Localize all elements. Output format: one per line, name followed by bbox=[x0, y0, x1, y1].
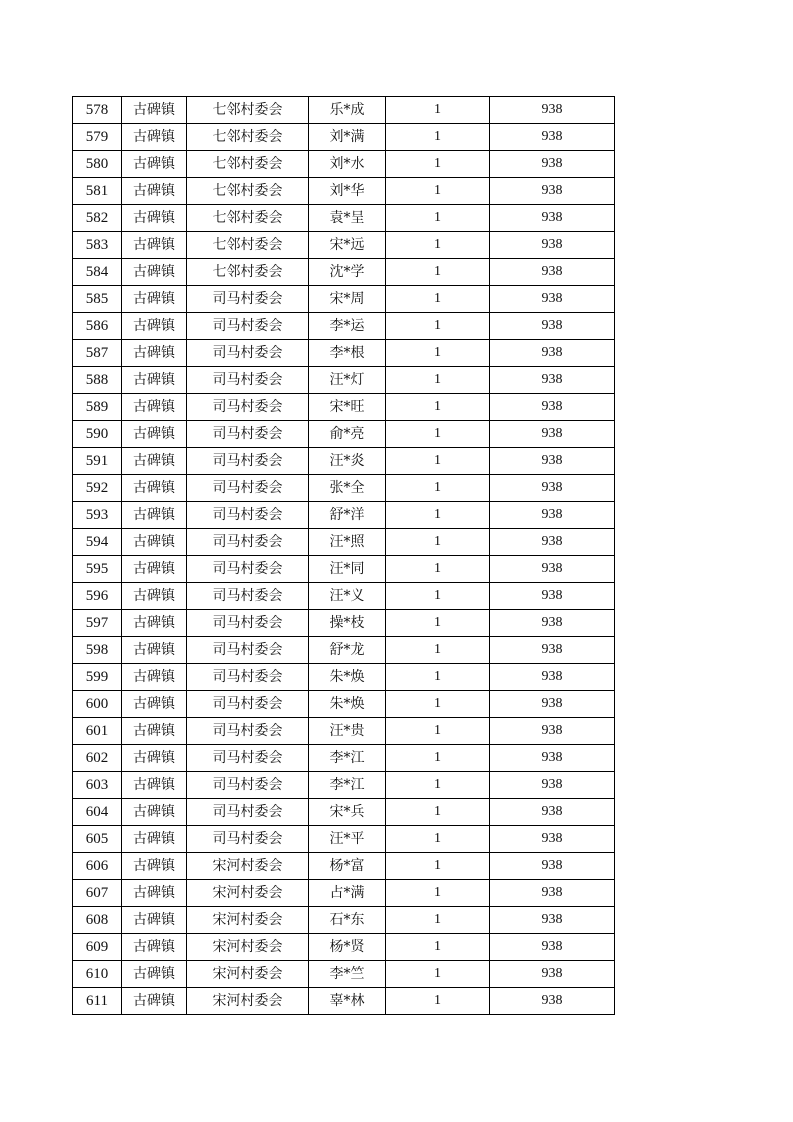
village-committee-cell: 司马村委会 bbox=[187, 799, 309, 826]
village-committee-cell: 七邻村委会 bbox=[187, 124, 309, 151]
table-row bbox=[73, 232, 615, 259]
person-name-cell: 张*全 bbox=[309, 475, 386, 502]
person-name-cell: 宋*旺 bbox=[309, 394, 386, 421]
person-name-cell: 朱*焕 bbox=[309, 691, 386, 718]
table-row bbox=[73, 556, 615, 583]
village-committee-cell: 宋河村委会 bbox=[187, 961, 309, 988]
count-cell: 1 bbox=[386, 502, 490, 529]
village-committee-cell: 七邻村委会 bbox=[187, 259, 309, 286]
table-row bbox=[73, 988, 615, 1015]
village-committee-cell: 司马村委会 bbox=[187, 718, 309, 745]
village-committee-cell: 司马村委会 bbox=[187, 529, 309, 556]
row-index: 602 bbox=[73, 745, 122, 772]
table-row bbox=[73, 799, 615, 826]
town-cell: 古碑镇 bbox=[122, 340, 187, 367]
amount-cell: 938 bbox=[490, 664, 615, 691]
count-cell: 1 bbox=[386, 988, 490, 1015]
person-name-cell: 汪*炎 bbox=[309, 448, 386, 475]
village-committee-cell: 司马村委会 bbox=[187, 367, 309, 394]
town-cell: 古碑镇 bbox=[122, 745, 187, 772]
village-committee-cell: 司马村委会 bbox=[187, 421, 309, 448]
town-cell: 古碑镇 bbox=[122, 259, 187, 286]
village-committee-cell: 司马村委会 bbox=[187, 610, 309, 637]
town-cell: 古碑镇 bbox=[122, 475, 187, 502]
row-index: 587 bbox=[73, 340, 122, 367]
town-cell: 古碑镇 bbox=[122, 718, 187, 745]
amount-cell: 938 bbox=[490, 97, 615, 124]
village-committee-cell: 司马村委会 bbox=[187, 745, 309, 772]
table-row bbox=[73, 448, 615, 475]
table-row bbox=[73, 502, 615, 529]
amount-cell: 938 bbox=[490, 313, 615, 340]
row-index: 610 bbox=[73, 961, 122, 988]
village-committee-cell: 七邻村委会 bbox=[187, 205, 309, 232]
row-index: 578 bbox=[73, 97, 122, 124]
row-index: 600 bbox=[73, 691, 122, 718]
person-name-cell: 汪*照 bbox=[309, 529, 386, 556]
row-index: 596 bbox=[73, 583, 122, 610]
table-row bbox=[73, 178, 615, 205]
row-index: 592 bbox=[73, 475, 122, 502]
town-cell: 古碑镇 bbox=[122, 313, 187, 340]
amount-cell: 938 bbox=[490, 583, 615, 610]
row-index: 579 bbox=[73, 124, 122, 151]
town-cell: 古碑镇 bbox=[122, 853, 187, 880]
count-cell: 1 bbox=[386, 880, 490, 907]
count-cell: 1 bbox=[386, 583, 490, 610]
town-cell: 古碑镇 bbox=[122, 583, 187, 610]
count-cell: 1 bbox=[386, 340, 490, 367]
amount-cell: 938 bbox=[490, 745, 615, 772]
amount-cell: 938 bbox=[490, 691, 615, 718]
table-row bbox=[73, 610, 615, 637]
amount-cell: 938 bbox=[490, 232, 615, 259]
person-name-cell: 袁*呈 bbox=[309, 205, 386, 232]
amount-cell: 938 bbox=[490, 205, 615, 232]
amount-cell: 938 bbox=[490, 961, 615, 988]
amount-cell: 938 bbox=[490, 421, 615, 448]
row-index: 585 bbox=[73, 286, 122, 313]
table-row bbox=[73, 313, 615, 340]
amount-cell: 938 bbox=[490, 988, 615, 1015]
person-name-cell: 占*满 bbox=[309, 880, 386, 907]
count-cell: 1 bbox=[386, 934, 490, 961]
row-index: 605 bbox=[73, 826, 122, 853]
person-name-cell: 舒*龙 bbox=[309, 637, 386, 664]
village-committee-cell: 七邻村委会 bbox=[187, 178, 309, 205]
row-index: 589 bbox=[73, 394, 122, 421]
town-cell: 古碑镇 bbox=[122, 961, 187, 988]
row-index: 594 bbox=[73, 529, 122, 556]
town-cell: 古碑镇 bbox=[122, 232, 187, 259]
village-committee-cell: 司马村委会 bbox=[187, 664, 309, 691]
town-cell: 古碑镇 bbox=[122, 124, 187, 151]
count-cell: 1 bbox=[386, 664, 490, 691]
town-cell: 古碑镇 bbox=[122, 664, 187, 691]
table-row bbox=[73, 259, 615, 286]
count-cell: 1 bbox=[386, 610, 490, 637]
village-committee-cell: 七邻村委会 bbox=[187, 232, 309, 259]
amount-cell: 938 bbox=[490, 934, 615, 961]
count-cell: 1 bbox=[386, 637, 490, 664]
count-cell: 1 bbox=[386, 556, 490, 583]
person-name-cell: 汪*贵 bbox=[309, 718, 386, 745]
table-row bbox=[73, 394, 615, 421]
count-cell: 1 bbox=[386, 394, 490, 421]
row-index: 586 bbox=[73, 313, 122, 340]
person-name-cell: 汪*同 bbox=[309, 556, 386, 583]
count-cell: 1 bbox=[386, 205, 490, 232]
table-body bbox=[73, 97, 615, 1015]
village-committee-cell: 司马村委会 bbox=[187, 691, 309, 718]
town-cell: 古碑镇 bbox=[122, 367, 187, 394]
person-name-cell: 朱*焕 bbox=[309, 664, 386, 691]
person-name-cell: 李*江 bbox=[309, 772, 386, 799]
person-name-cell: 李*运 bbox=[309, 313, 386, 340]
person-name-cell: 刘*华 bbox=[309, 178, 386, 205]
village-committee-cell: 宋河村委会 bbox=[187, 853, 309, 880]
table-row bbox=[73, 286, 615, 313]
village-committee-cell: 司马村委会 bbox=[187, 556, 309, 583]
table-row bbox=[73, 151, 615, 178]
person-name-cell: 石*东 bbox=[309, 907, 386, 934]
row-index: 595 bbox=[73, 556, 122, 583]
table-row bbox=[73, 718, 615, 745]
table-row bbox=[73, 124, 615, 151]
person-name-cell: 宋*周 bbox=[309, 286, 386, 313]
amount-cell: 938 bbox=[490, 124, 615, 151]
subsidy-roster-table bbox=[72, 96, 615, 1015]
amount-cell: 938 bbox=[490, 529, 615, 556]
count-cell: 1 bbox=[386, 745, 490, 772]
town-cell: 古碑镇 bbox=[122, 691, 187, 718]
row-index: 599 bbox=[73, 664, 122, 691]
amount-cell: 938 bbox=[490, 880, 615, 907]
village-committee-cell: 司马村委会 bbox=[187, 286, 309, 313]
row-index: 609 bbox=[73, 934, 122, 961]
row-index: 601 bbox=[73, 718, 122, 745]
town-cell: 古碑镇 bbox=[122, 529, 187, 556]
amount-cell: 938 bbox=[490, 151, 615, 178]
count-cell: 1 bbox=[386, 259, 490, 286]
village-committee-cell: 七邻村委会 bbox=[187, 151, 309, 178]
town-cell: 古碑镇 bbox=[122, 286, 187, 313]
person-name-cell: 汪*灯 bbox=[309, 367, 386, 394]
town-cell: 古碑镇 bbox=[122, 178, 187, 205]
row-index: 608 bbox=[73, 907, 122, 934]
amount-cell: 938 bbox=[490, 178, 615, 205]
row-index: 584 bbox=[73, 259, 122, 286]
row-index: 580 bbox=[73, 151, 122, 178]
town-cell: 古碑镇 bbox=[122, 610, 187, 637]
count-cell: 1 bbox=[386, 151, 490, 178]
amount-cell: 938 bbox=[490, 259, 615, 286]
person-name-cell: 沈*学 bbox=[309, 259, 386, 286]
town-cell: 古碑镇 bbox=[122, 448, 187, 475]
person-name-cell: 杨*富 bbox=[309, 853, 386, 880]
count-cell: 1 bbox=[386, 475, 490, 502]
table-row bbox=[73, 529, 615, 556]
count-cell: 1 bbox=[386, 286, 490, 313]
village-committee-cell: 司马村委会 bbox=[187, 772, 309, 799]
table-row bbox=[73, 880, 615, 907]
count-cell: 1 bbox=[386, 367, 490, 394]
town-cell: 古碑镇 bbox=[122, 799, 187, 826]
table-row bbox=[73, 97, 615, 124]
amount-cell: 938 bbox=[490, 556, 615, 583]
village-committee-cell: 司马村委会 bbox=[187, 826, 309, 853]
town-cell: 古碑镇 bbox=[122, 502, 187, 529]
table-row bbox=[73, 475, 615, 502]
town-cell: 古碑镇 bbox=[122, 880, 187, 907]
town-cell: 古碑镇 bbox=[122, 637, 187, 664]
amount-cell: 938 bbox=[490, 772, 615, 799]
village-committee-cell: 宋河村委会 bbox=[187, 934, 309, 961]
table-row bbox=[73, 367, 615, 394]
amount-cell: 938 bbox=[490, 610, 615, 637]
table-row bbox=[73, 772, 615, 799]
town-cell: 古碑镇 bbox=[122, 934, 187, 961]
town-cell: 古碑镇 bbox=[122, 205, 187, 232]
count-cell: 1 bbox=[386, 826, 490, 853]
table-row bbox=[73, 961, 615, 988]
row-index: 590 bbox=[73, 421, 122, 448]
village-committee-cell: 司马村委会 bbox=[187, 475, 309, 502]
village-committee-cell: 司马村委会 bbox=[187, 448, 309, 475]
town-cell: 古碑镇 bbox=[122, 907, 187, 934]
person-name-cell: 汪*义 bbox=[309, 583, 386, 610]
row-index: 607 bbox=[73, 880, 122, 907]
table-row bbox=[73, 340, 615, 367]
count-cell: 1 bbox=[386, 124, 490, 151]
row-index: 582 bbox=[73, 205, 122, 232]
table-row bbox=[73, 826, 615, 853]
amount-cell: 938 bbox=[490, 286, 615, 313]
table-row bbox=[73, 853, 615, 880]
count-cell: 1 bbox=[386, 448, 490, 475]
village-committee-cell: 宋河村委会 bbox=[187, 988, 309, 1015]
count-cell: 1 bbox=[386, 232, 490, 259]
row-index: 611 bbox=[73, 988, 122, 1015]
row-index: 603 bbox=[73, 772, 122, 799]
village-committee-cell: 司马村委会 bbox=[187, 583, 309, 610]
person-name-cell: 李*根 bbox=[309, 340, 386, 367]
row-index: 583 bbox=[73, 232, 122, 259]
village-committee-cell: 司马村委会 bbox=[187, 340, 309, 367]
amount-cell: 938 bbox=[490, 799, 615, 826]
person-name-cell: 宋*远 bbox=[309, 232, 386, 259]
table-row bbox=[73, 934, 615, 961]
row-index: 604 bbox=[73, 799, 122, 826]
count-cell: 1 bbox=[386, 529, 490, 556]
table-row bbox=[73, 421, 615, 448]
table-row bbox=[73, 583, 615, 610]
village-committee-cell: 司马村委会 bbox=[187, 502, 309, 529]
count-cell: 1 bbox=[386, 907, 490, 934]
count-cell: 1 bbox=[386, 421, 490, 448]
village-committee-cell: 司马村委会 bbox=[187, 394, 309, 421]
table-row bbox=[73, 691, 615, 718]
count-cell: 1 bbox=[386, 961, 490, 988]
village-committee-cell: 宋河村委会 bbox=[187, 907, 309, 934]
town-cell: 古碑镇 bbox=[122, 556, 187, 583]
person-name-cell: 舒*洋 bbox=[309, 502, 386, 529]
row-index: 588 bbox=[73, 367, 122, 394]
person-name-cell: 汪*平 bbox=[309, 826, 386, 853]
person-name-cell: 刘*满 bbox=[309, 124, 386, 151]
village-committee-cell: 七邻村委会 bbox=[187, 97, 309, 124]
village-committee-cell: 司马村委会 bbox=[187, 637, 309, 664]
count-cell: 1 bbox=[386, 799, 490, 826]
town-cell: 古碑镇 bbox=[122, 151, 187, 178]
amount-cell: 938 bbox=[490, 448, 615, 475]
count-cell: 1 bbox=[386, 691, 490, 718]
village-committee-cell: 宋河村委会 bbox=[187, 880, 309, 907]
count-cell: 1 bbox=[386, 97, 490, 124]
count-cell: 1 bbox=[386, 853, 490, 880]
village-committee-cell: 司马村委会 bbox=[187, 313, 309, 340]
count-cell: 1 bbox=[386, 772, 490, 799]
row-index: 581 bbox=[73, 178, 122, 205]
amount-cell: 938 bbox=[490, 853, 615, 880]
amount-cell: 938 bbox=[490, 394, 615, 421]
person-name-cell: 杨*贤 bbox=[309, 934, 386, 961]
amount-cell: 938 bbox=[490, 502, 615, 529]
person-name-cell: 乐*成 bbox=[309, 97, 386, 124]
town-cell: 古碑镇 bbox=[122, 97, 187, 124]
town-cell: 古碑镇 bbox=[122, 826, 187, 853]
person-name-cell: 操*枝 bbox=[309, 610, 386, 637]
row-index: 606 bbox=[73, 853, 122, 880]
table-row bbox=[73, 205, 615, 232]
row-index: 597 bbox=[73, 610, 122, 637]
table-row bbox=[73, 664, 615, 691]
table-row bbox=[73, 907, 615, 934]
row-index: 591 bbox=[73, 448, 122, 475]
count-cell: 1 bbox=[386, 718, 490, 745]
town-cell: 古碑镇 bbox=[122, 772, 187, 799]
amount-cell: 938 bbox=[490, 826, 615, 853]
town-cell: 古碑镇 bbox=[122, 988, 187, 1015]
amount-cell: 938 bbox=[490, 340, 615, 367]
person-name-cell: 刘*水 bbox=[309, 151, 386, 178]
amount-cell: 938 bbox=[490, 637, 615, 664]
person-name-cell: 李*竺 bbox=[309, 961, 386, 988]
amount-cell: 938 bbox=[490, 907, 615, 934]
table-row bbox=[73, 745, 615, 772]
table-row bbox=[73, 637, 615, 664]
row-index: 598 bbox=[73, 637, 122, 664]
person-name-cell: 宋*兵 bbox=[309, 799, 386, 826]
amount-cell: 938 bbox=[490, 475, 615, 502]
town-cell: 古碑镇 bbox=[122, 421, 187, 448]
count-cell: 1 bbox=[386, 313, 490, 340]
amount-cell: 938 bbox=[490, 718, 615, 745]
row-index: 593 bbox=[73, 502, 122, 529]
person-name-cell: 俞*亮 bbox=[309, 421, 386, 448]
person-name-cell: 李*江 bbox=[309, 745, 386, 772]
amount-cell: 938 bbox=[490, 367, 615, 394]
town-cell: 古碑镇 bbox=[122, 394, 187, 421]
person-name-cell: 辜*林 bbox=[309, 988, 386, 1015]
count-cell: 1 bbox=[386, 178, 490, 205]
